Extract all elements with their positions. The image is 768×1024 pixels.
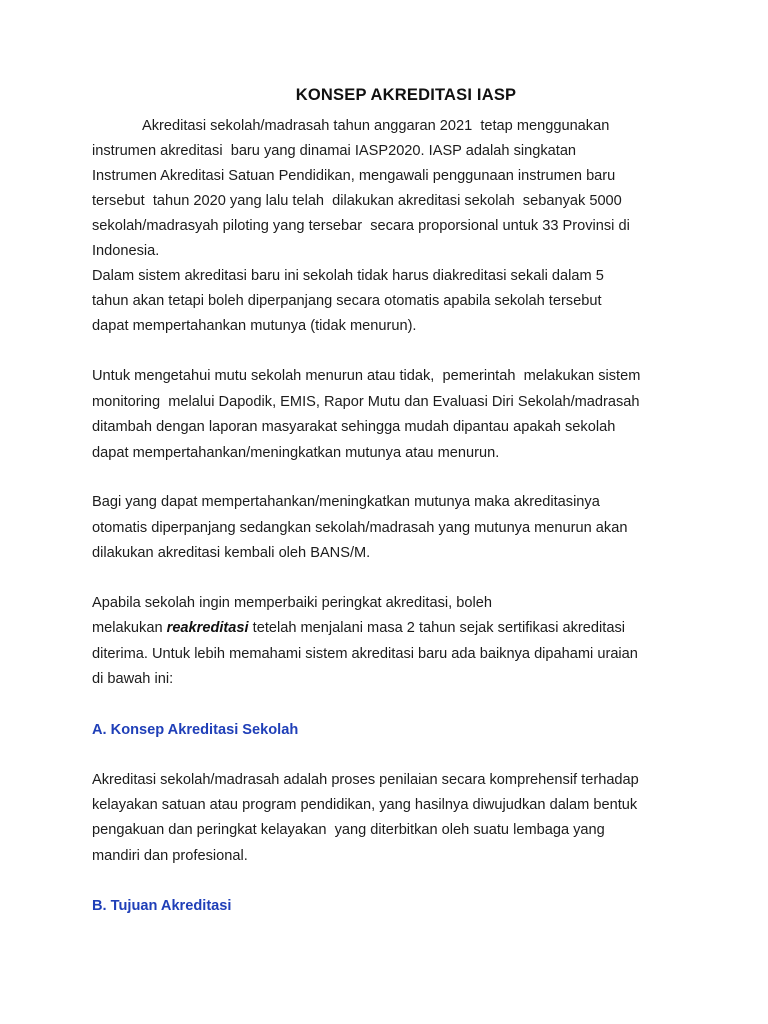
paragraph-line: Indonesia. bbox=[92, 243, 160, 259]
emphasis-term: reakreditasi bbox=[166, 620, 249, 636]
paragraph-line: Bagi yang dapat mempertahankan/meningkatkan mutunya maka akreditasinya bbox=[92, 494, 600, 510]
paragraph-line: Akreditasi sekolah/madrasah tahun anggaran 2021 tetap menggunakan bbox=[142, 118, 610, 134]
paragraph-line: mandiri dan profesional. bbox=[92, 848, 248, 864]
paragraph-line: Apabila sekolah ingin memperbaiki peringkat akreditasi, boleh bbox=[92, 595, 492, 611]
paragraph-line: tersebut tahun 2020 yang lalu telah dilakukan akreditasi sekolah sebanyak 5000 bbox=[92, 193, 622, 209]
paragraph-line: pengakuan dan peringkat kelayakan yang diterbitkan oleh suatu lembaga yang bbox=[92, 822, 605, 838]
text-segment: tetelah menjalani masa 2 tahun sejak sertifikasi akreditasi bbox=[248, 620, 625, 636]
paragraph-line: diterima. Untuk lebih memahami sistem akreditasi baru ada baiknya dipahami uraian bbox=[92, 646, 638, 662]
paragraph-line: di bawah ini: bbox=[92, 671, 174, 687]
section-a-heading: A. Konsep Akreditasi Sekolah bbox=[92, 722, 299, 738]
paragraph-line: monitoring melalui Dapodik, EMIS, Rapor Mutu dan Evaluasi Diri Sekolah/madrasah bbox=[92, 394, 640, 410]
paragraph-line: dilakukan akreditasi kembali oleh BANS/M. bbox=[92, 545, 371, 561]
paragraph-line: Dalam sistem akreditasi baru ini sekolah tidak harus diakreditasi sekali dalam 5 bbox=[92, 268, 604, 284]
paragraph-line: sekolah/madrasyah piloting yang tersebar secara proporsional untuk 33 Provinsi di bbox=[92, 218, 630, 234]
paragraph-line: Instrumen Akreditasi Satuan Pendidikan, mengawali penggunaan instrumen baru bbox=[92, 168, 616, 184]
text-segment: melakukan bbox=[92, 620, 167, 636]
paragraph-line: Akreditasi sekolah/madrasah adalah proses penilaian secara komprehensif terhadap bbox=[92, 772, 639, 788]
paragraph-line: instrumen akreditasi baru yang dinamai IASP2020. IASP adalah singkatan bbox=[92, 143, 577, 159]
section-b-heading: B. Tujuan Akreditasi bbox=[92, 898, 232, 914]
paragraph-line: dapat mempertahankan mutunya (tidak menurun). bbox=[92, 318, 417, 334]
paragraph-line: otomatis diperpanjang sedangkan sekolah/madrasah yang mutunya menurun akan bbox=[92, 520, 628, 536]
paragraph-line: dapat mempertahankan/meningkatkan mutunya atau menurun. bbox=[92, 445, 500, 461]
paragraph-line: Untuk mengetahui mutu sekolah menurun atau tidak, pemerintah melakukan sistem bbox=[92, 368, 641, 384]
paragraph-line: ditambah dengan laporan masyarakat sehingga mudah dipantau apakah sekolah bbox=[92, 419, 616, 435]
document-title: KONSEP AKREDITASI IASP bbox=[295, 86, 517, 104]
paragraph-line: tahun akan tetapi boleh diperpanjang secara otomatis apabila sekolah tersebut bbox=[92, 293, 602, 309]
paragraph-line: kelayakan satuan atau program pendidikan, yang hasilnya diwujudkan dalam bentuk bbox=[92, 797, 638, 813]
paragraph-line-with-emphasis bbox=[92, 618, 625, 638]
